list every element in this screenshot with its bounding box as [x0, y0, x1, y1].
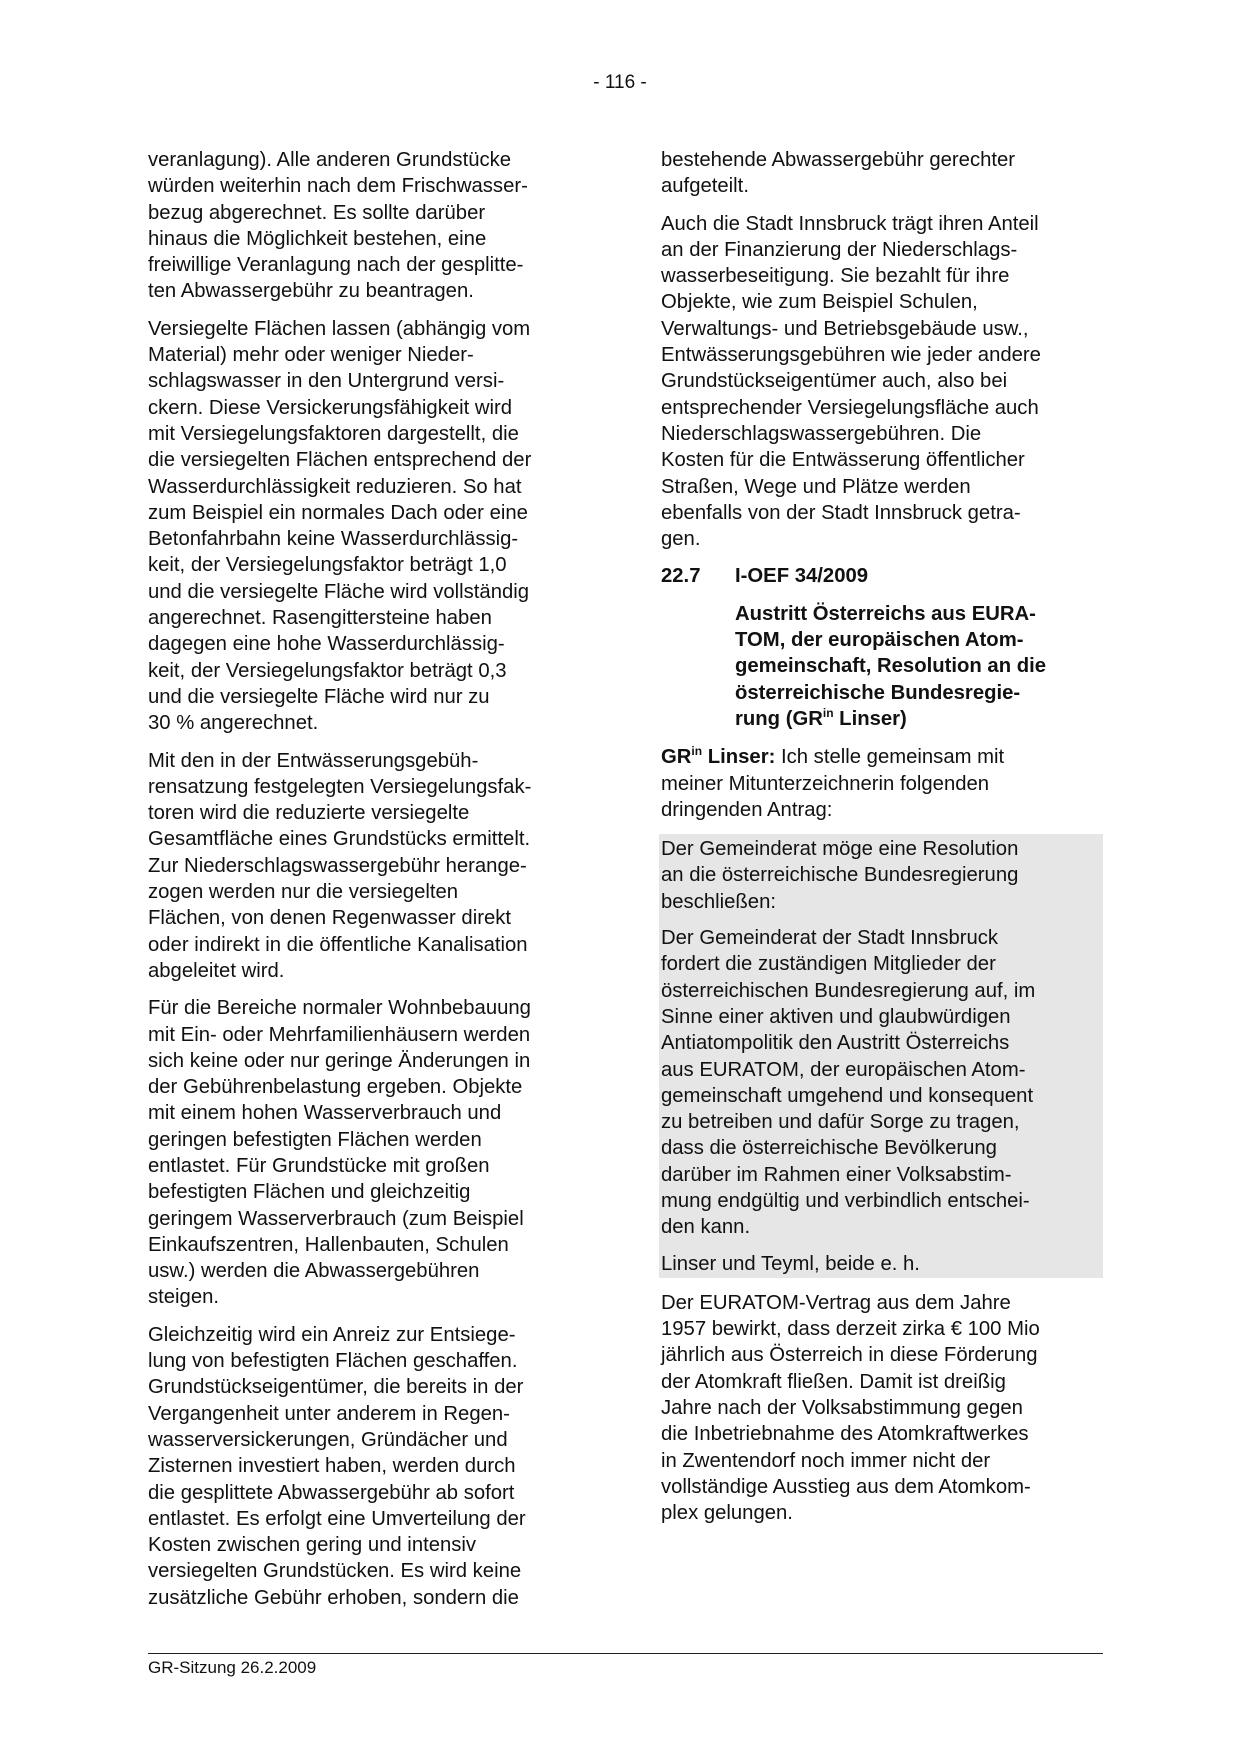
motion-paragraph: Der Gemeinderat der Stadt Innsbruck fordert die zuständigen Mitglieder der österreichischen Bundesregierung auf, im Sinne einer aktiven und glaubwürdigen Antiatompolitik den Austritt Österreichs aus EURATOM, der europäischen Atom- gemeinschaft umgehend und konsequent zu betreiben und dafür Sorge zu tragen, dass die österreichische Bevölkerung darüber im Rahmen einer Volksabstim- mung endgültig und verbindlich entschei- den kann. — [661, 927, 1036, 1239]
section-number: 22.7 — [661, 565, 701, 588]
paragraph: Mit den in der Entwässerungsgebüh- rensatzung festgelegten Versiegelungsfak- toren wird die reduzierte versiegelte Gesamtfläche eines Grundstücks ermittelt. Zur Niederschlagswassergebühr herange- zogen werden nur die versiegelten Flächen, von denen Regenwasser direkt oder indirekt in die öffentliche Kanalisation abgeleitet wird. — [148, 749, 532, 982]
paragraph: Auch die Stadt Innsbruck trägt ihren Anteil an der Finanzierung der Niederschlags- wasserbeseitigung. Sie bezahlt für ihre Objekte, wie zum Beispiel Schulen, Verwaltungs- und Betriebsgebäude usw., Entwässerungsgebühren wie jeder andere Grundstückseigentümer auch, also bei entsprechender Versiegelungsfläche auch Niederschlagswassergebühren. Die Kosten für die Entwässerung öffentlicher Straßen, Wege und Plätze werden ebenfalls von der Stadt Innsbruck getra- gen. — [661, 212, 1041, 551]
section-title: Austritt Österreichs aus EURA- TOM, der europäischen Atom- gemeinschaft, Resolution an die österreichische Bundesregie- rung ($GR^{in}$ Linser) — [735, 602, 1047, 730]
left-column — [148, 147, 598, 1622]
motion-box — [659, 834, 1103, 1278]
paragraph: bestehende Abwassergebühr gerechter aufgeteilt. — [661, 149, 1016, 198]
paragraph: veranlagung). Alle anderen Grundstücke würden weiterhin nach dem Frischwasser- bezug abgerechnet. Es sollte darüber hinaus die Möglichkeit bestehen, eine freiwillige Veranlagung nach der gesplitte- ten Abwassergebühr zu beantragen. — [148, 149, 528, 303]
motion-paragraph: Der Gemeinderat möge eine Resolution an die österreichische Bundesregierung beschließen: — [661, 838, 1019, 913]
paragraph: Gleichzeitig wird ein Anreiz zur Entsiege- lung von befestigten Flächen geschaffen. Grundstückseigentümer, die bereits in der Vergangenheit unter anderem in Regen- wasserversickerungen, Gründächer und Zisternen investiert haben, werden durch die gesplittete Abwassergebühr ab sofort entlastet. Es erfolgt eine Umverteilung der Kosten zwischen gering und intensiv versiegelten Grundstücken. Es wird keine zusätzliche Gebühr erhoben, sondern die — [148, 1323, 526, 1609]
paragraph: Für die Bereiche normaler Wohnbebauung mit Ein- oder Mehrfamilienhäusern werden sich keine oder nur geringe Änderungen in der Gebührenbelastung ergeben. Objekte mit einem hohen Wasserverbrauch und geringen befestigten Flächen werden entlastet. Für Grundstücke mit großen befestigten Flächen und gleichzeitig geringem Wasserverbrauch (zum Beispiel Einkaufszentren, Hallenbauten, Schulen usw.) werden die Abwassergebühren steigen. — [148, 997, 531, 1309]
speaker-text: Ich stelle gemeinsam mit meiner Mitunterzeichnerin folgenden dringenden Antrag: — [661, 746, 1005, 821]
speaker-paragraph — [661, 744, 1101, 823]
footer-text: GR-Sitzung 26.2.2009 — [148, 1658, 317, 1677]
paragraph: Versiegelte Flächen lassen (abhängig vom Material) mehr oder weniger Nieder- schlagswasser in den Untergrund versi- ckern. Diese Versickerungsfähigkeit wird mit Versiegelungsfaktoren dargestellt, die die versiegelten Flächen entsprechend der Wasserdurchlässigkeit reduzieren. So hat zum Beispiel ein normales Dach oder eine Betonfahrbahn keine Wasserdurchlässig- keit, der Versiegelungsfaktor beträgt 1,0 und die versiegelte Fläche wird vollständig angerechnet. Rasengittersteine haben dagegen eine hohe Wasserdurchlässig- keit, der Versiegelungsfaktor beträgt 0,3 und die versiegelte Fläche wird nur zu 30 % angerechnet. — [148, 317, 532, 735]
right-column — [661, 147, 1101, 1538]
paragraph: Der EURATOM-Vertrag aus dem Jahre 1957 bewirkt, dass derzeit zirka € 100 Mio jährlich aus Österreich in diese Förderung der Atomkraft fließen. Damit ist dreißig Jahre nach der Volksabstimmung gegen die Inbetriebnahme des Atomkraftwerkes in Zwentendorf noch immer nicht der vollständige Ausstieg aus dem Atomkom- plex gelungen. — [661, 1291, 1040, 1525]
section-code: I-OEF 34/2009 — [735, 565, 869, 588]
section-heading — [661, 563, 1101, 589]
page-number: - 116 - — [593, 72, 647, 93]
motion-signature: Linser und Teyml, beide e. h. — [661, 1252, 920, 1275]
speaker-name: $GR^{in}$ Linser: — [661, 744, 776, 769]
footer-divider — [148, 1653, 1103, 1654]
